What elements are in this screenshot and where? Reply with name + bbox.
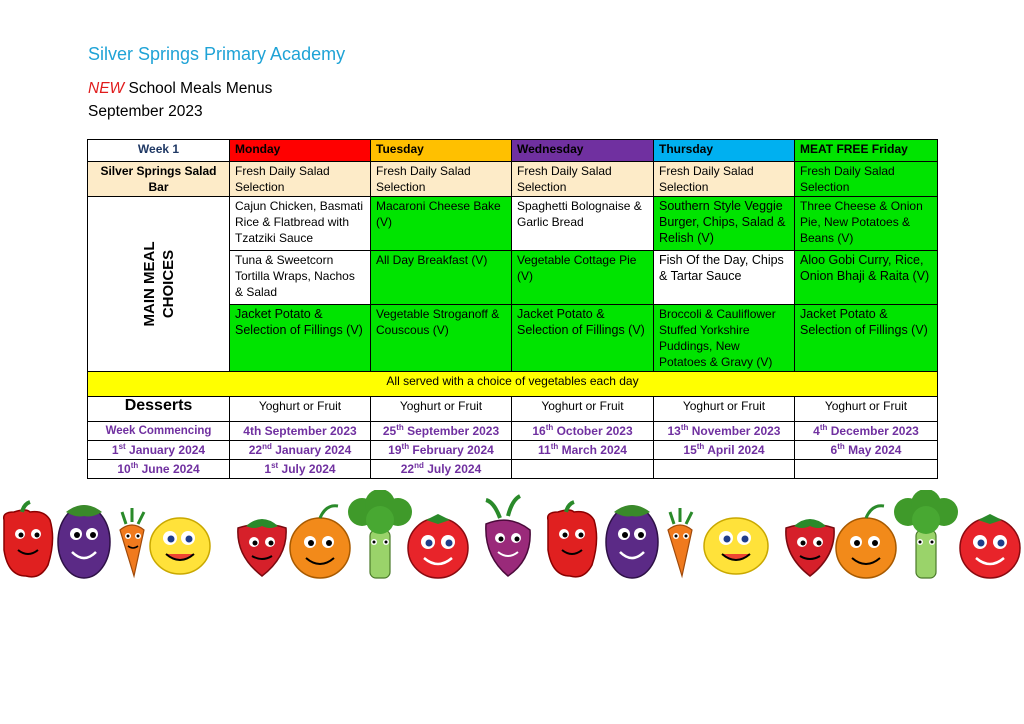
salad-cell: Fresh Daily Salad Selection xyxy=(512,162,654,197)
orange-icon xyxy=(836,506,896,578)
meal-cell: Tuna & Sweetcorn Tortilla Wraps, Nachos & Salad xyxy=(230,251,371,305)
day-friday: MEAT FREE Friday xyxy=(795,140,938,162)
date-cell: 15th April 2024 xyxy=(654,441,795,460)
day-tuesday: Tuesday xyxy=(371,140,512,162)
dates-row-3 xyxy=(88,460,938,479)
salad-bar-label: Silver Springs Salad Bar xyxy=(88,162,230,197)
lemon-icon xyxy=(704,518,768,574)
meal-cell: Jacket Potato & Selection of Fillings (V) xyxy=(795,305,938,372)
week-label: Week 1 xyxy=(88,140,230,162)
pepper-icon xyxy=(548,502,597,577)
dessert-cell: Yoghurt or Fruit xyxy=(230,397,371,422)
date-cell: 19th February 2024 xyxy=(371,441,512,460)
salad-cell: Fresh Daily Salad Selection xyxy=(230,162,371,197)
meal-cell: Cajun Chicken, Basmati Rice & Flatbread with Tzatziki Sauce xyxy=(230,197,371,251)
beetroot-icon xyxy=(486,496,530,576)
date-cell: 4th December 2023 xyxy=(795,422,938,441)
meal-cell: Fish Of the Day, Chips & Tartar Sauce xyxy=(654,251,795,305)
dessert-cell: Yoghurt or Fruit xyxy=(371,397,512,422)
date-cell-empty xyxy=(512,460,654,479)
menu-table xyxy=(87,139,938,479)
dessert-cell: Yoghurt or Fruit xyxy=(795,397,938,422)
main-meal-label-cell xyxy=(88,197,230,372)
meal-cell: Three Cheese & Onion Pie, New Potatoes & Beans (V) xyxy=(795,197,938,251)
meal-cell: Macaroni Cheese Bake (V) xyxy=(371,197,512,251)
day-thursday: Thursday xyxy=(654,140,795,162)
strawberry-icon xyxy=(786,519,834,576)
header-row xyxy=(88,140,938,162)
lemon-icon xyxy=(150,518,210,574)
date-cell-empty xyxy=(654,460,795,479)
vegetables-banner: All served with a choice of vegetables each day xyxy=(88,372,938,397)
carrot-icon xyxy=(668,508,692,576)
date-cell: 13th November 2023 xyxy=(654,422,795,441)
tomato-icon xyxy=(408,514,468,578)
dessert-cell: Yoghurt or Fruit xyxy=(512,397,654,422)
menu-subtitle xyxy=(88,80,272,98)
meal-cell: Vegetable Stroganoff & Couscous (V) xyxy=(371,305,512,372)
date-cell: 22nd July 2024 xyxy=(371,460,512,479)
date-cell: 25th September 2023 xyxy=(371,422,512,441)
week-commencing-label: Week Commencing xyxy=(88,422,230,441)
menu-subtitle-text: School Meals Menus xyxy=(124,80,273,97)
meal-cell: Jacket Potato & Selection of Fillings (V) xyxy=(230,305,371,372)
aubergine-icon xyxy=(58,505,110,578)
date-cell: 1st January 2024 xyxy=(88,441,230,460)
tomato-icon xyxy=(960,514,1020,578)
salad-cell: Fresh Daily Salad Selection xyxy=(654,162,795,197)
desserts-label: Desserts xyxy=(88,397,230,422)
strawberry-icon xyxy=(238,519,286,576)
day-monday: Monday xyxy=(230,140,371,162)
meal-cell: Spaghetti Bolognaise & Garlic Bread xyxy=(512,197,654,251)
orange-icon xyxy=(290,506,350,578)
dates-row-1 xyxy=(88,422,938,441)
date-cell: 4th September 2023 xyxy=(230,422,371,441)
pepper-icon xyxy=(4,502,53,577)
date-cell: 6th May 2024 xyxy=(795,441,938,460)
desserts-row xyxy=(88,397,938,422)
aubergine-icon xyxy=(606,505,658,578)
menu-date: September 2023 xyxy=(88,103,203,120)
meal-cell: Jacket Potato & Selection of Fillings (V) xyxy=(512,305,654,372)
salad-cell: Fresh Daily Salad Selection xyxy=(371,162,512,197)
meal-row-1 xyxy=(88,197,938,251)
date-cell-empty xyxy=(795,460,938,479)
carrot-icon xyxy=(120,508,144,576)
date-cell: 11th March 2024 xyxy=(512,441,654,460)
school-name: Silver Springs Primary Academy xyxy=(88,44,346,64)
salad-cell: Fresh Daily Salad Selection xyxy=(795,162,938,197)
date-cell: 1st July 2024 xyxy=(230,460,371,479)
dates-row-2 xyxy=(88,441,938,460)
salad-row xyxy=(88,162,938,197)
new-label: NEW xyxy=(88,80,125,97)
meal-cell: Broccoli & Cauliflower Stuffed Yorkshire Puddings, New Potatoes & Gravy (V) xyxy=(654,305,795,372)
broccoli-icon xyxy=(348,490,412,578)
meal-cell: All Day Breakfast (V) xyxy=(371,251,512,305)
day-wednesday: Wednesday xyxy=(512,140,654,162)
meal-cell: Southern Style Veggie Burger, Chips, Salad & Relish (V) xyxy=(654,197,795,251)
vegetable-decoration-strip xyxy=(0,490,1024,585)
vegetables-banner-row xyxy=(88,372,938,397)
date-cell: 22nd January 2024 xyxy=(230,441,371,460)
meal-cell: Aloo Gobi Curry, Rice, Onion Bhaji & Raita (V) xyxy=(795,251,938,305)
date-cell: 16th October 2023 xyxy=(512,422,654,441)
meal-cell: Vegetable Cottage Pie (V) xyxy=(512,251,654,305)
broccoli-icon xyxy=(894,490,958,578)
date-cell: 10th June 2024 xyxy=(88,460,230,479)
dessert-cell: Yoghurt or Fruit xyxy=(654,397,795,422)
main-meal-label: MAIN MEAL CHOICES xyxy=(140,241,177,327)
